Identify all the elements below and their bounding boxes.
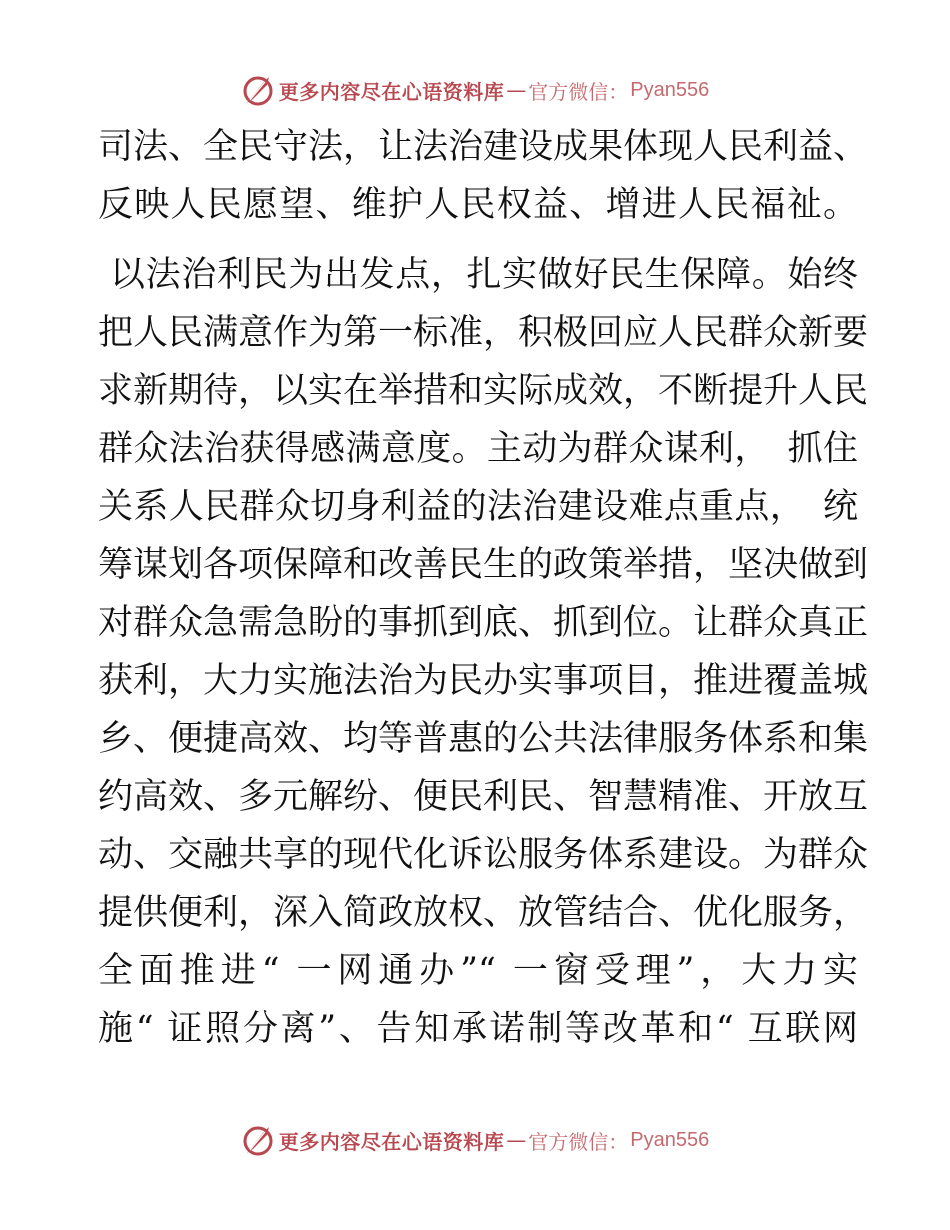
text-line: 司法、全民守法，让法治建设成果体现人民利益、 xyxy=(98,127,869,167)
document-body xyxy=(98,118,869,1058)
watermark-wechat-id: Pyan556 xyxy=(630,1128,710,1151)
watermark-wechat-id: Pyan556 xyxy=(630,78,710,101)
watermark-wechat-label: 官方微信： xyxy=(528,1129,629,1154)
text-line: 对群众急需急盼的事抓到底、抓到位。让群众真正 xyxy=(98,603,869,643)
text-line: 动、交融共享的现代化诉讼服务体系建设。为群众 xyxy=(98,835,869,875)
text-line: 把人民满意作为第一标准，积极回应人民群众新要 xyxy=(98,313,869,353)
text-line: 关系人民群众切身利益的法治建设难点重点， 统 xyxy=(98,487,858,527)
header-watermark xyxy=(0,70,950,110)
watermark-separator: — xyxy=(506,1128,527,1152)
text-line: 群众法治获得感满意度。主动为群众谋利， 抓住 xyxy=(98,429,858,469)
text-line: 乡、便捷高效、均等普惠的公共法律服务体系和集 xyxy=(98,719,869,759)
text-line: 施“ 证照分离”、告知承诺制等改革和“ 互联网 xyxy=(98,1009,858,1049)
text-line: 求新期待，以实在举措和实际成效，不断提升人民 xyxy=(98,371,869,411)
watermark-separator: — xyxy=(506,78,527,102)
paragraph-1 xyxy=(98,118,869,234)
text-line: 约高效、多元解纷、便民利民、智慧精准、开放互 xyxy=(98,777,869,817)
text-line: 全面推进“ 一网通办”“ 一窗受理”，大力实 xyxy=(98,951,858,991)
text-line: 筹谋划各项保障和改善民生的政策举措，坚决做到 xyxy=(98,545,869,585)
footer-watermark xyxy=(0,1120,950,1160)
text-line: 获利，大力实施法治为民办实事项目，推进覆盖城 xyxy=(98,661,869,701)
text-line: 反映人民愿望、维护人民权益、增进人民福祉。 xyxy=(98,185,858,225)
text-line: 以法治利民为出发点，扎实做好民生保障。始终 xyxy=(110,255,858,295)
quill-logo-icon xyxy=(241,73,275,107)
quill-logo-icon xyxy=(241,1123,275,1157)
watermark-title: 更多内容尽在心语资料库 xyxy=(278,79,505,104)
watermark-title: 更多内容尽在心语资料库 xyxy=(278,1129,505,1154)
paragraph-2 xyxy=(98,246,869,1058)
text-line: 提供便利，深入简政放权、放管结合、优化服务， xyxy=(98,893,869,933)
watermark-wechat-label: 官方微信： xyxy=(528,79,629,104)
